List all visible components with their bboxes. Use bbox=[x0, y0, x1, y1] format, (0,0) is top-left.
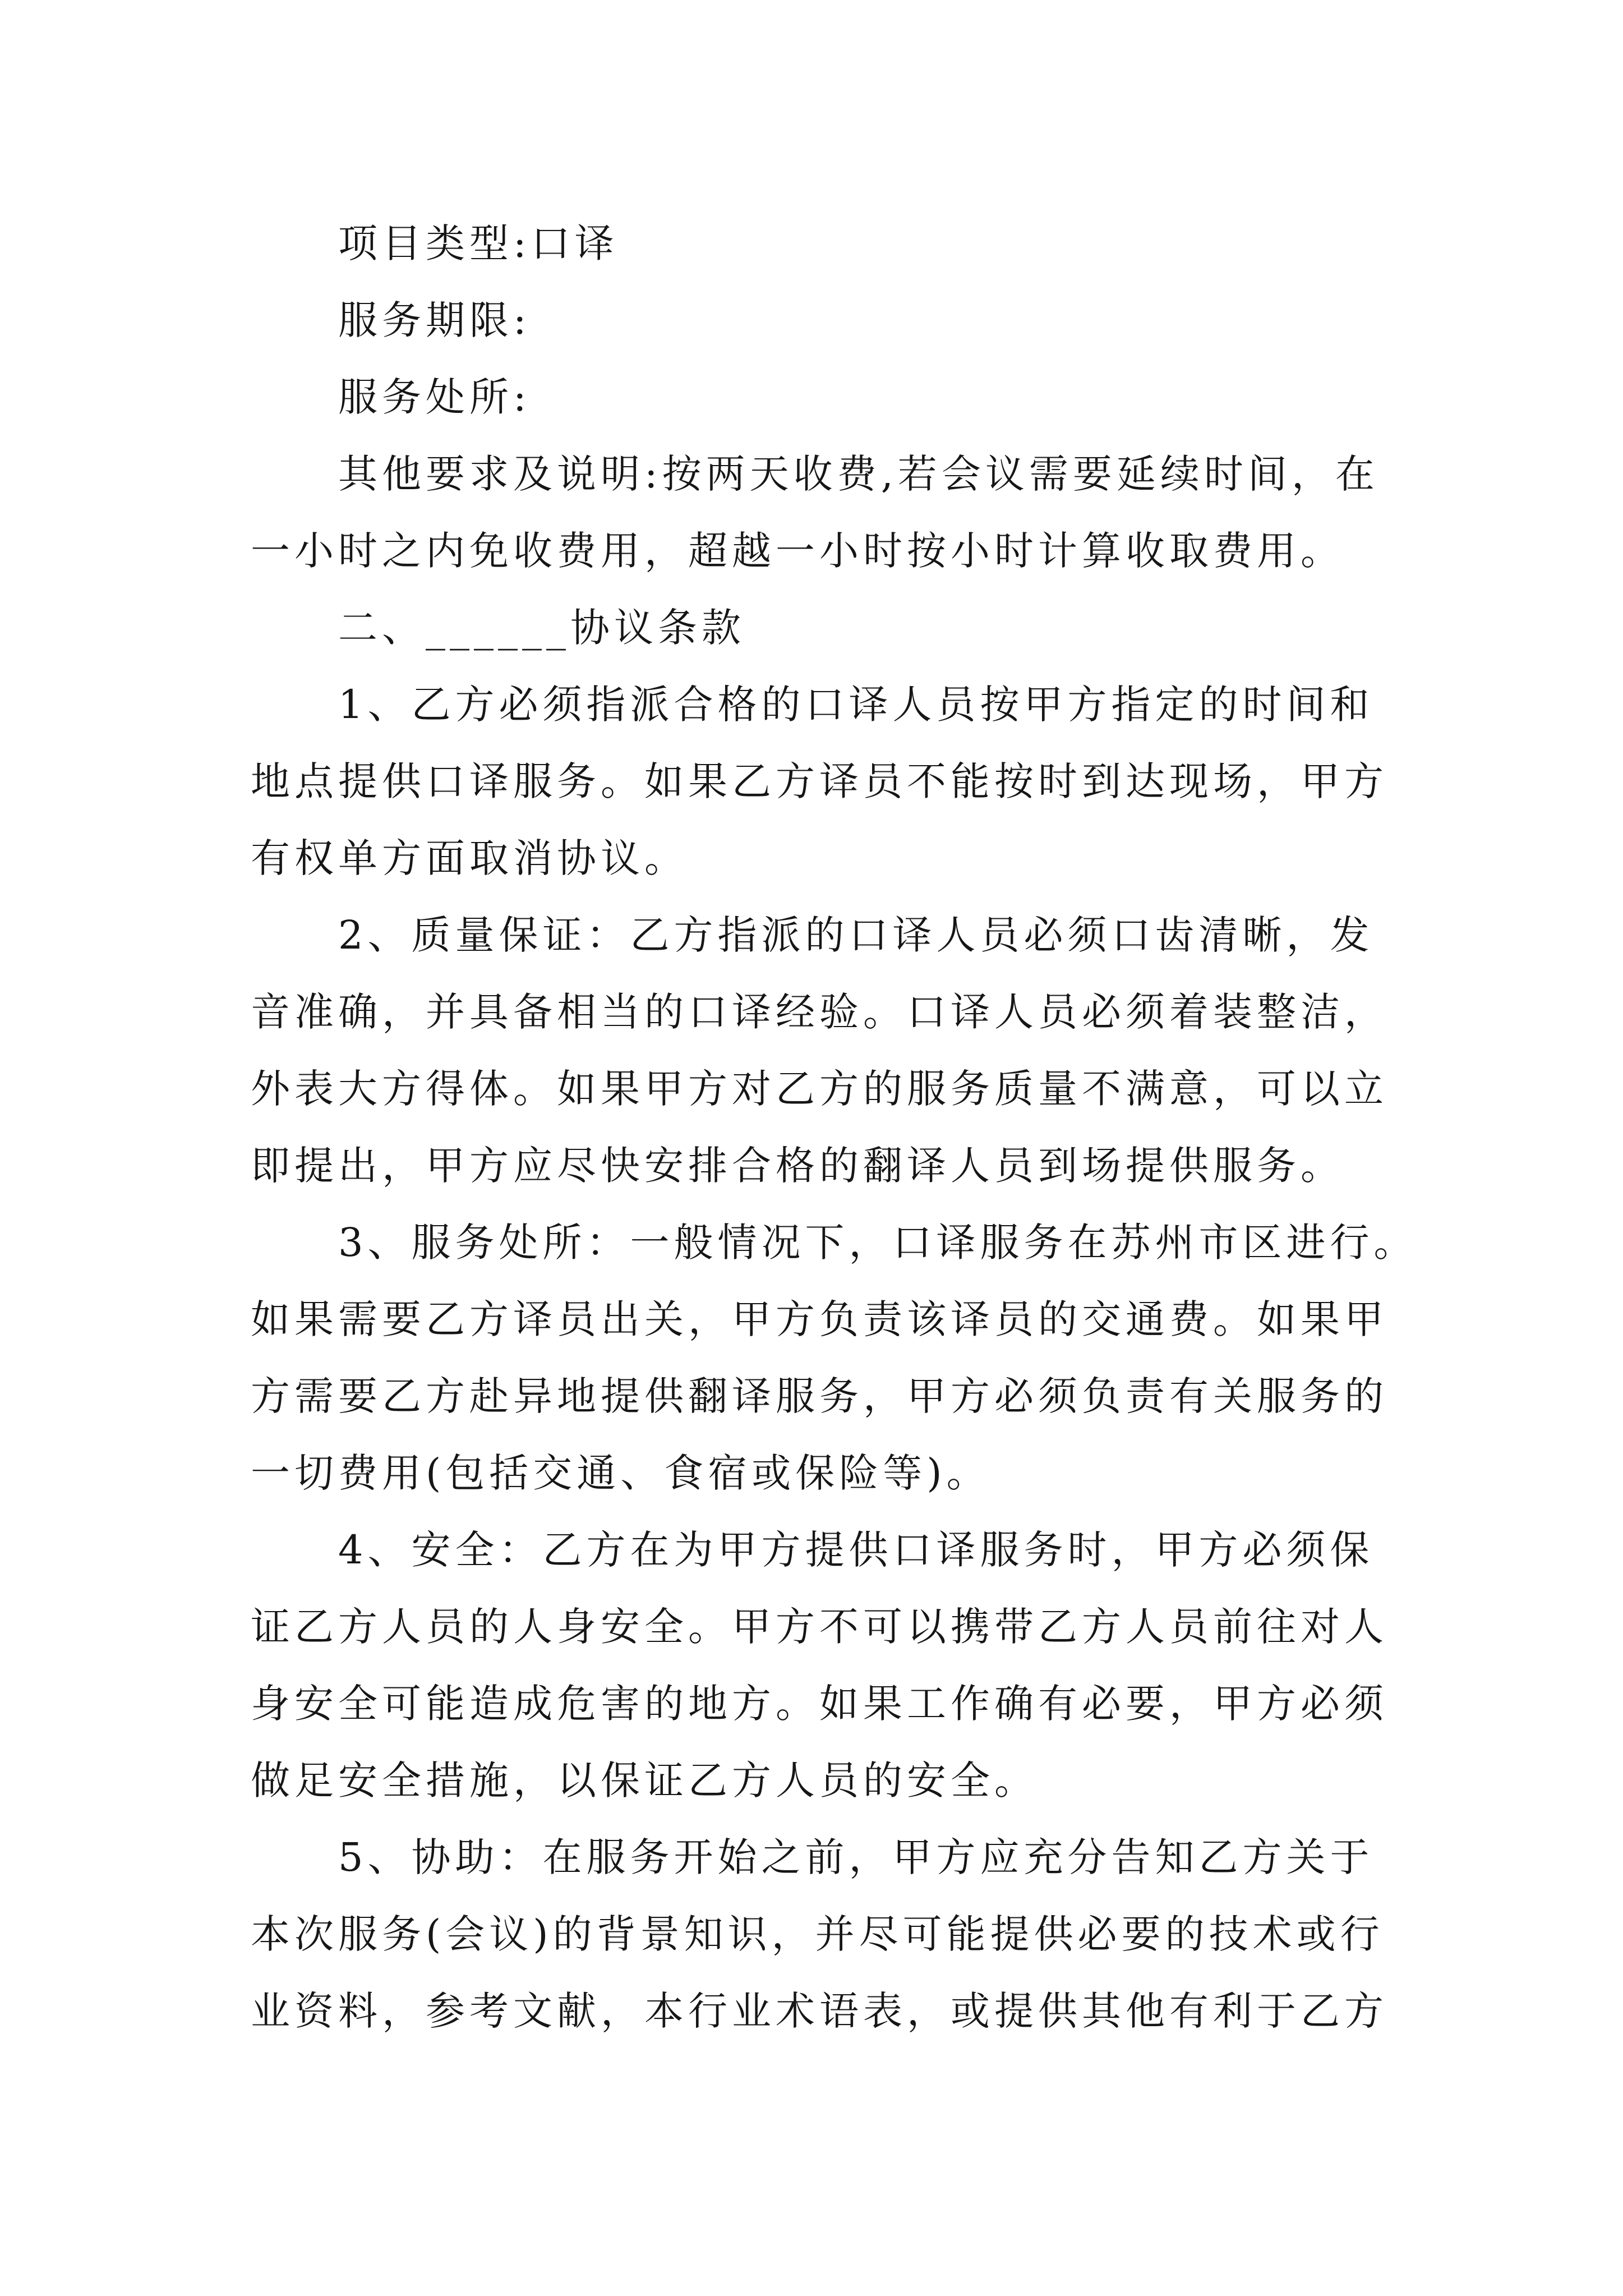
other-requirements-line: 其他要求及说明:按两天收费,若会议需要延续时间，在 bbox=[338, 451, 1379, 497]
clause-3-line: 方需要乙方赴异地提供翻译服务，甲方必须负责有关服务的 bbox=[251, 1373, 1388, 1419]
clause-1-line: 地点提供口译服务。如果乙方译员不能按时到达现场，甲方 bbox=[251, 758, 1388, 804]
clause-1-line: 有权单方面取消协议。 bbox=[251, 835, 688, 881]
clause-4-line: 做足安全措施，以保证乙方人员的安全。 bbox=[251, 1757, 1038, 1803]
clause-2-line: 音准确，并具备相当的口译经验。口译人员必须着装整洁， bbox=[251, 989, 1388, 1035]
clause-2-line: 外表大方得体。如果甲方对乙方的服务质量不满意，可以立 bbox=[251, 1066, 1388, 1112]
clause-3-line: 3、服务处所：一般情况下，口译服务在苏州市区进行。 bbox=[338, 1220, 1418, 1266]
clause-5-line: 本次服务(会议)的背景知识，并尽可能提供必要的技术或行 bbox=[251, 1911, 1384, 1957]
clause-5-line: 业资料，参考文献，本行业术语表，或提供其他有利于乙方 bbox=[251, 1988, 1388, 2034]
clause-4-line: 证乙方人员的人身安全。甲方不可以携带乙方人员前往对人 bbox=[251, 1604, 1388, 1650]
document-body bbox=[251, 205, 1484, 2050]
section-heading: 二、______协议条款 bbox=[338, 605, 745, 651]
field-service-location: 服务处所: bbox=[338, 374, 531, 420]
clause-5-line: 5、协助：在服务开始之前，甲方应充分告知乙方关于 bbox=[338, 1834, 1374, 1880]
clause-4-line: 身安全可能造成危害的地方。如果工作确有必要，甲方必须 bbox=[251, 1681, 1388, 1727]
clause-2-line: 即提出，甲方应尽快安排合格的翻译人员到场提供服务。 bbox=[251, 1143, 1344, 1189]
field-service-period: 服务期限: bbox=[338, 297, 531, 343]
clause-2-line: 2、质量保证：乙方指派的口译人员必须口齿清晰，发 bbox=[338, 912, 1374, 958]
clause-3-line: 如果需要乙方译员出关，甲方负责该译员的交通费。如果甲 bbox=[251, 1296, 1388, 1342]
clause-4-line: 4、安全：乙方在为甲方提供口译服务时，甲方必须保 bbox=[338, 1527, 1374, 1573]
clause-1-line: 1、乙方必须指派合格的口译人员按甲方指定的时间和 bbox=[338, 682, 1374, 728]
clause-3-line: 一切费用(包括交通、食宿或保险等)。 bbox=[251, 1450, 990, 1496]
other-requirements-line: 一小时之内免收费用，超越一小时按小时计算收取费用。 bbox=[251, 528, 1344, 574]
field-project-type: 项目类型:口译 bbox=[338, 220, 619, 266]
